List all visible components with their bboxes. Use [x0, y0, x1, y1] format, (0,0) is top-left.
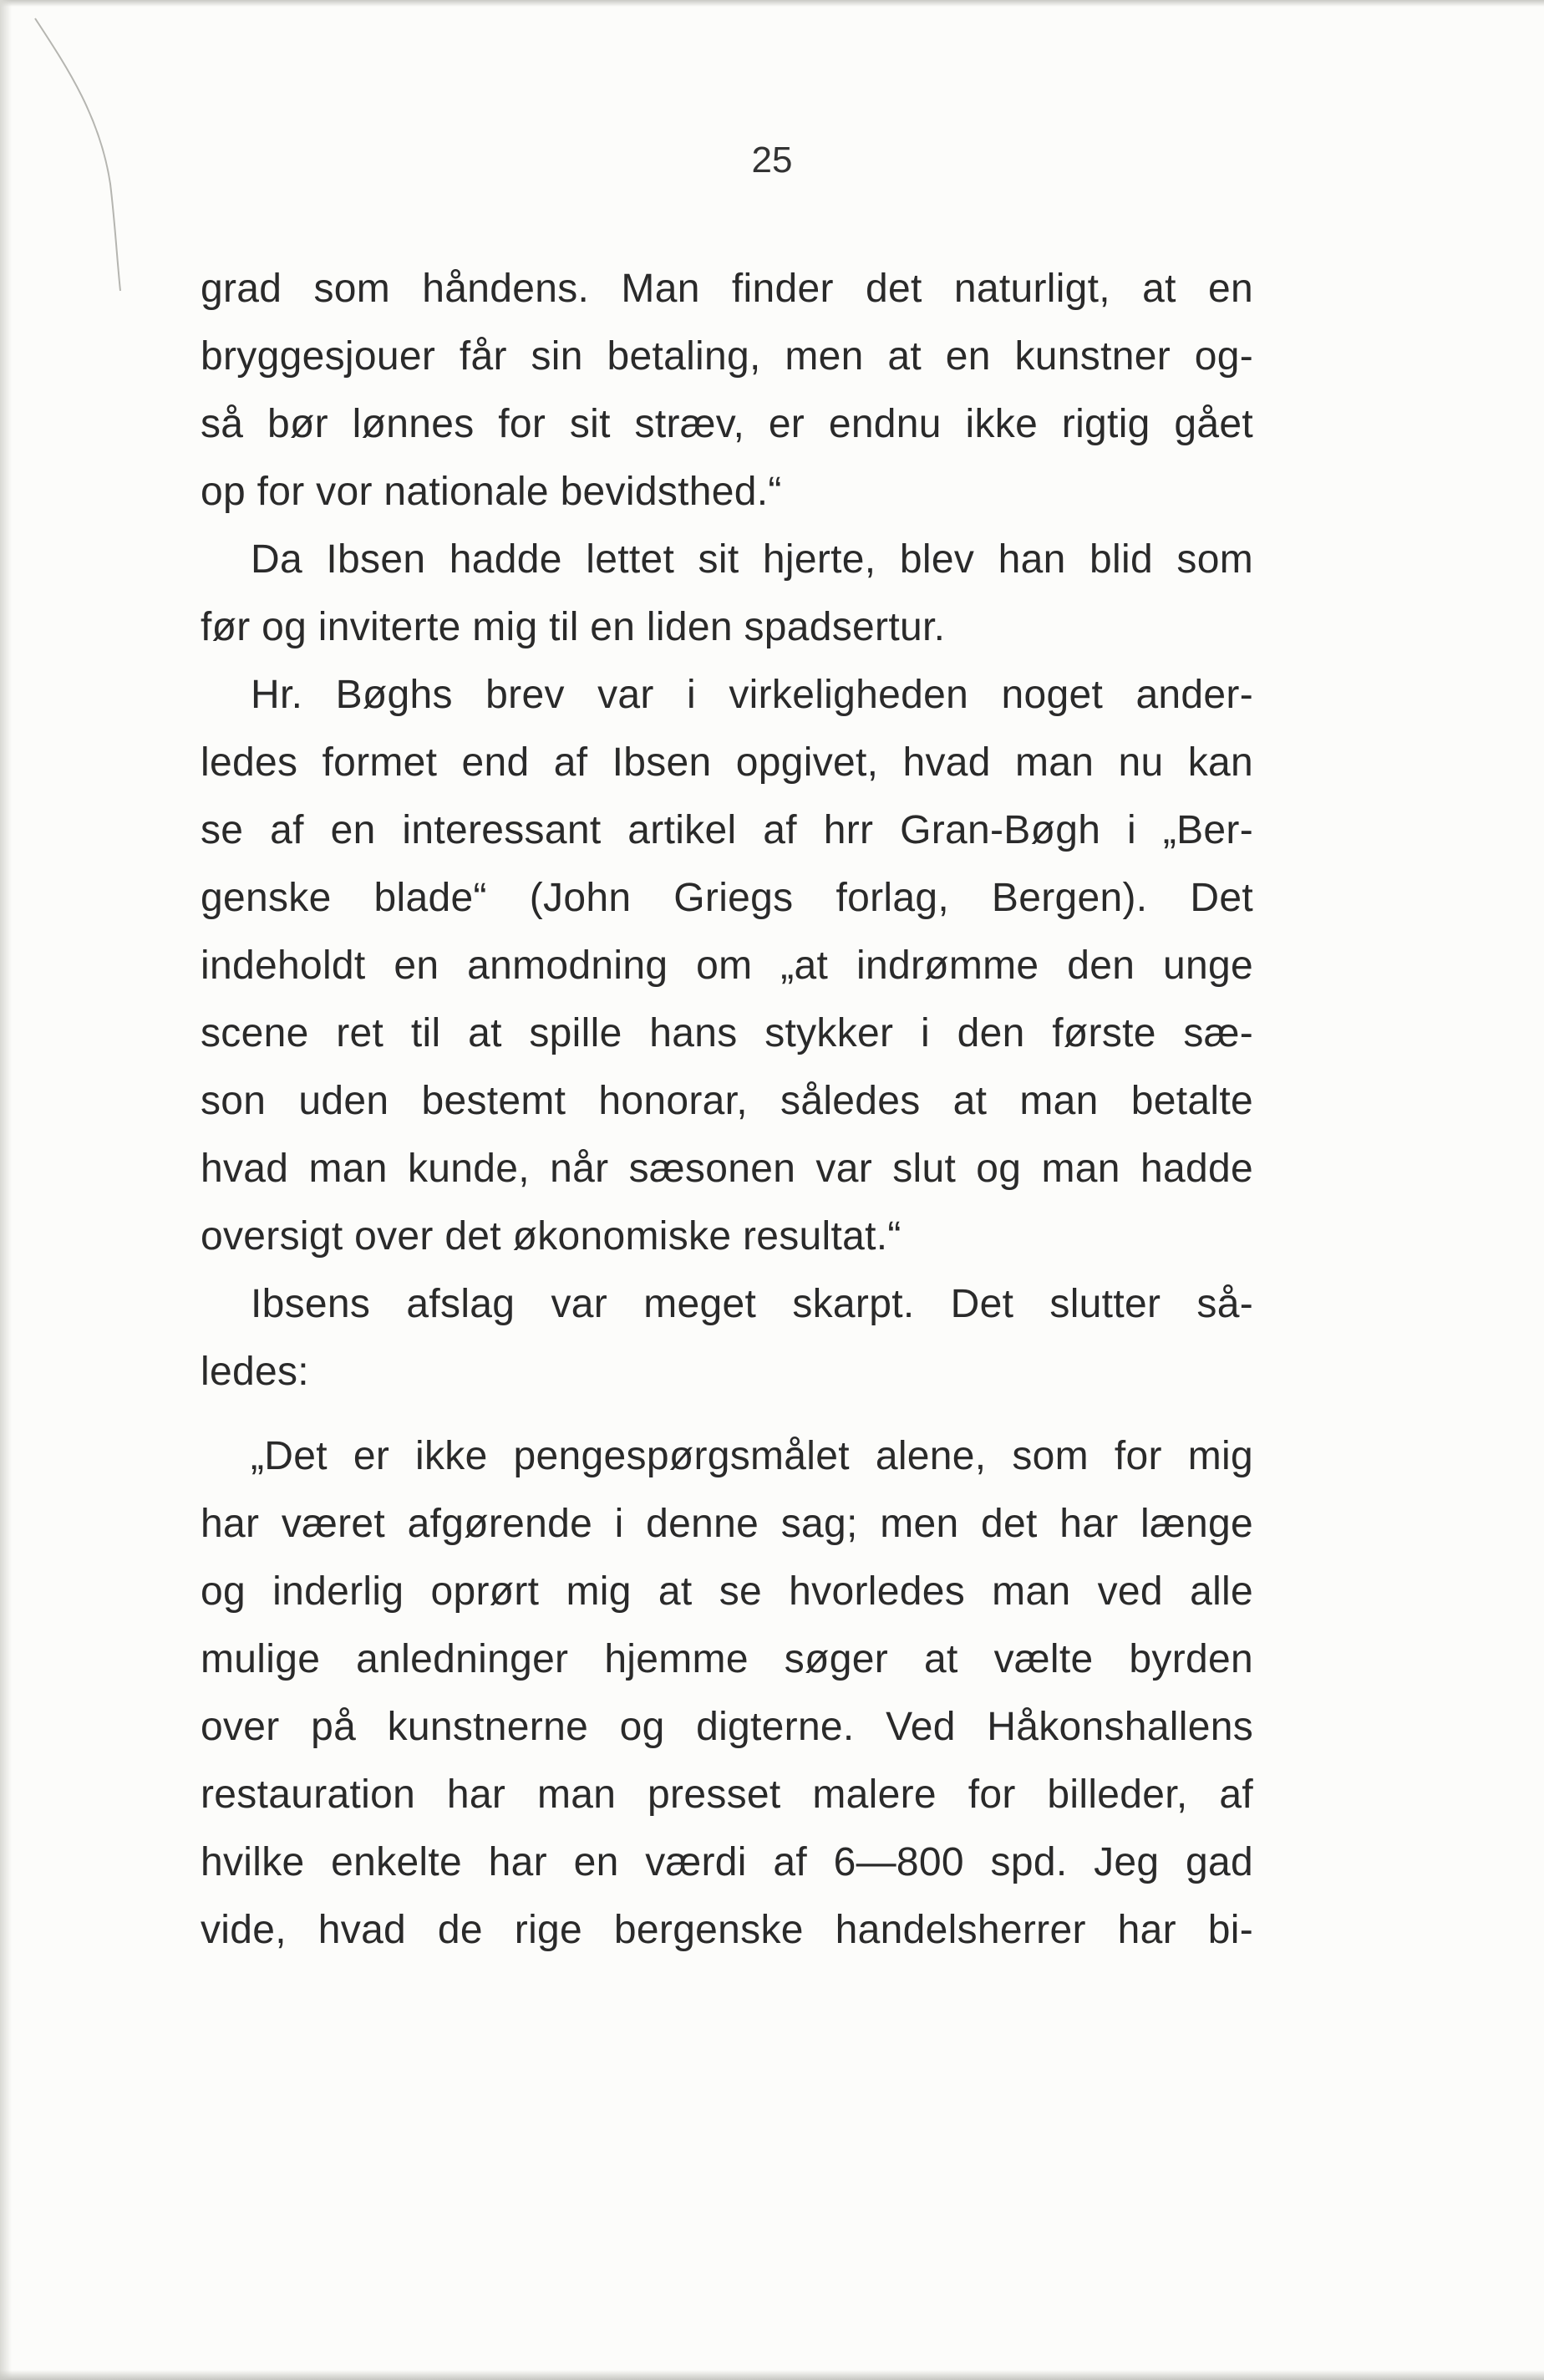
text-line: hvilke enkelte har en værdi af 6—800 spd. Jeg gad: [201, 1840, 1253, 1884]
text-line: son uden bestemt honorar, således at man betalte: [201, 1079, 1253, 1123]
text-line: grad som håndens. Man finder det naturligt, at en: [201, 267, 1253, 311]
text-line: Ibsens afslag var meget skarpt. Det slutter så-: [251, 1282, 1253, 1326]
body-text: [201, 255, 1253, 1964]
text-line: hvad man kunde, når sæsonen var slut og man hadde: [201, 1147, 1253, 1191]
text-line: Hr. Bøghs brev var i virkeligheden noget ander-: [251, 673, 1253, 717]
text-line: restauration har man presset malere for billeder, af: [201, 1772, 1253, 1817]
page-bottom-edge: [0, 2370, 1544, 2380]
text-line: oversigt over det økonomiske resultat.“: [201, 1214, 902, 1259]
paragraph-gap: [201, 1406, 1253, 1422]
text-line: op for vor nationale bevidsthed.“: [201, 470, 782, 514]
text-line: ledes formet end af Ibsen opgivet, hvad man nu kan: [201, 740, 1253, 785]
text-line: og inderlig oprørt mig at se hvorledes man ved alle: [201, 1569, 1253, 1614]
page-top-edge: [0, 0, 1544, 7]
text-line: Da Ibsen hadde lettet sit hjerte, blev han blid som: [251, 537, 1253, 582]
text-line: genske blade“ (John Griegs forlag, Bergen). Det: [201, 876, 1253, 920]
text-line: bryggesjouer får sin betaling, men at en kunstner og-: [201, 334, 1253, 379]
text-line: over på kunstnerne og digterne. Ved Håkonshallens: [201, 1705, 1253, 1749]
text-line: så bør lønnes for sit stræv, er endnu ikke rigtig gået: [201, 402, 1253, 446]
text-line: vide, hvad de rige bergenske handelsherrer har bi-: [201, 1908, 1253, 1952]
text-line: se af en interessant artikel af hrr Gran-Bøgh i „Ber-: [201, 808, 1253, 852]
page-left-edge: [0, 0, 12, 2380]
text-line: mulige anledninger hjemme søger at vælte byrden: [201, 1637, 1253, 1681]
text-line: før og inviterte mig til en liden spadsertur.: [201, 605, 946, 649]
text-line: „Det er ikke pengespørgsmålet alene, som for mig: [251, 1434, 1253, 1478]
text-line: ledes:: [201, 1350, 309, 1394]
text-line: scene ret til at spille hans stykker i den første sæ-: [201, 1011, 1253, 1055]
text-line: indeholdt en anmodning om „at indrømme den unge: [201, 943, 1253, 988]
page-number: 25: [751, 140, 793, 181]
text-line: har været afgørende i denne sag; men det har længe: [201, 1502, 1253, 1546]
